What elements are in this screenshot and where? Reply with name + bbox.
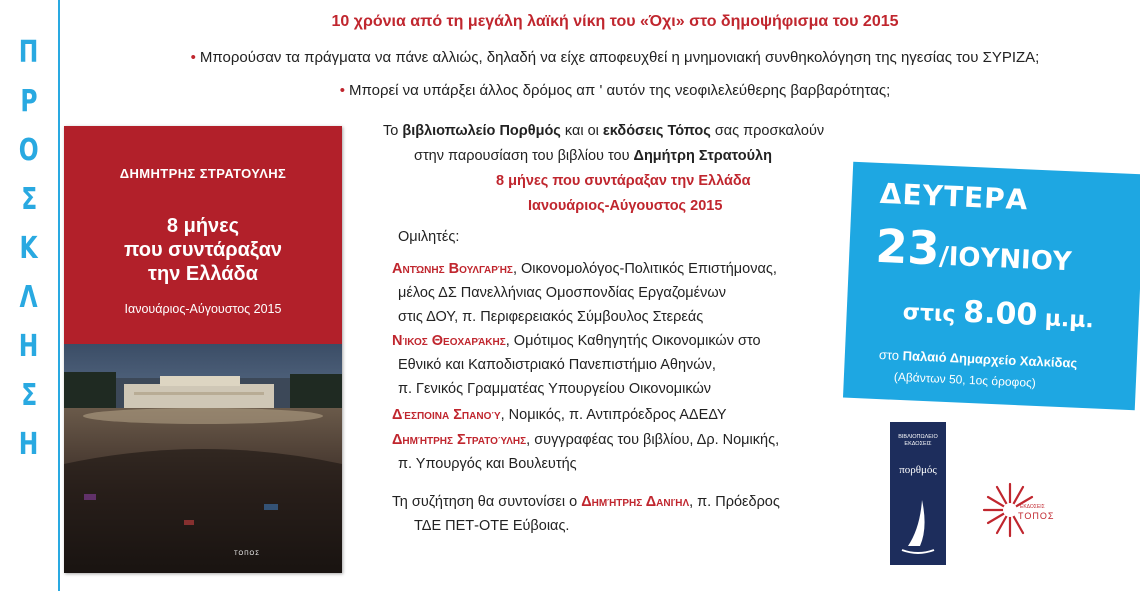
text: Το (383, 123, 403, 139)
text: ΒΙΒΛΙΟΠΩΛΕΙΟ (898, 434, 938, 440)
invitation-line-2 (414, 148, 772, 164)
question-text: Μπορεί να υπάρξει άλλος δρόμος απ ' αυτόν της νεοφιλελεύθερης βαρβαρότητας; (348, 82, 891, 99)
left-vertical-band (0, 0, 60, 591)
text: στις (902, 300, 964, 328)
speaker-4 (392, 432, 779, 448)
book-publisher-mark: ΤΟΠΟΣ (234, 551, 260, 557)
speaker-1 (392, 261, 777, 277)
speaker-name: Αντώνης Βουλγαρής (392, 261, 513, 277)
text: και οι (560, 123, 603, 139)
vertical-letter: Σ (21, 378, 37, 413)
event-time-value: 8.00 (962, 294, 1039, 333)
sail-icon (898, 498, 938, 558)
speaker-1-line-2: μέλος ΔΣ Πανελλήνιας Ομοσπονδίας Εργαζομένων (398, 285, 726, 301)
text: Τη συζήτηση θα συντονίσει ο (392, 494, 582, 510)
book-period-text: Ιανουάριος-Αύγουστος 2015 (528, 198, 723, 214)
book-cover (64, 126, 342, 573)
text: , π. Πρόεδρος (689, 494, 780, 510)
moderator-name: Δημήτρης Δανιήλ (581, 494, 690, 510)
porthmos-logo-name: πορθμός (899, 464, 937, 476)
event-time (902, 292, 1095, 335)
bullet-icon: • (190, 49, 196, 66)
text: ΕΚΔΟΣΕΙΣ (904, 441, 932, 447)
author-name: Δημήτρη Στρατούλη (633, 148, 772, 164)
text: μ.μ. (1036, 305, 1095, 334)
vertical-letter: Ρ (20, 84, 38, 119)
crowd-photo (64, 344, 342, 573)
book-title-line: 8 μήνες (166, 215, 240, 237)
vertical-letter: Η (19, 329, 39, 364)
speaker-4-line-2: π. Υπουργός και Βουλευτής (398, 456, 577, 472)
speaker-2-line-3: π. Γενικός Γραμματέας Υπουργείου Οικονομικών (398, 381, 712, 397)
speaker-role: , Οικονομολόγος-Πολιτικός Επιστήμονας, (512, 261, 777, 277)
vertical-letter: Λ (19, 280, 39, 315)
bookstore-name: βιβλιοπωλείο Πορθμός (402, 123, 561, 139)
venue-name: Παλαιό Δημαρχείο Χαλκίδας (902, 348, 1078, 371)
event-place (879, 347, 1078, 371)
moderator-line-1 (392, 494, 780, 510)
book-title-line: την Ελλάδα (148, 263, 258, 285)
event-date (874, 219, 1073, 282)
vertical-letter: Σ (21, 182, 37, 217)
header-title: 10 χρόνια από τη μεγάλη λαϊκή νίκη του «Όχι» στο δημοψήφισμα του 2015 (331, 13, 899, 30)
vertical-title (0, 28, 58, 469)
header-question-1 (150, 49, 1080, 66)
event-date-number: 23 (874, 218, 941, 276)
text: στο (878, 347, 904, 364)
book-title-text: 8 μήνες που συντάραξαν την Ελλάδα (496, 173, 751, 189)
publisher-name: εκδόσεις Τόπος (602, 123, 711, 139)
vertical-letter: Η (19, 427, 39, 462)
topos-logo (980, 480, 1076, 540)
speaker-name: Δέσποινα Σπανού (392, 407, 501, 423)
speaker-name: Δημήτρης Στρατούλης (392, 432, 527, 448)
question-text: Μπορούσαν τα πράγματα να πάνε αλλιώς, δηλαδή να είχε αποφευχθεί η μνημονιακή συνθηκολόγηση της ηγεσίας του ΣΥΡΙΖΑ; (199, 49, 1040, 66)
text: σας προσκαλούν (710, 123, 825, 139)
speaker-role: , Ομότιμος Καθηγητής Οικονομικών στο (505, 333, 761, 349)
topos-logo-name: ΤΟΠΟΣ (1018, 511, 1055, 521)
topos-logo-caption: ΕΚΔΟΣΕΙΣ (1020, 504, 1045, 510)
book-author: ΔΗΜΗΤΡΗΣ ΣΤΡΑΤΟΥΛΗΣ (119, 166, 287, 181)
speaker-name: Νίκος Θεοχαράκης (392, 333, 506, 349)
porthmos-logo-caption (890, 434, 946, 448)
speaker-1-line-3: στις ΔΟΥ, π. Περιφερειακός Σύμβουλος Στερεάς (398, 309, 704, 325)
event-address: (Αβάντων 50, 1ος όροφος) (893, 369, 1037, 390)
speaker-2 (392, 333, 761, 349)
event-date-box (843, 162, 1140, 411)
bullet-icon: • (339, 82, 345, 99)
porthmos-logo (890, 422, 946, 565)
sunburst-icon (980, 480, 1076, 540)
moderator-line-2: ΤΔΕ ΠΕΤ-ΟΤΕ Εύβοιας. (414, 518, 570, 534)
vertical-letter: Ο (19, 133, 39, 168)
book-title-line: που συντάραξαν (123, 239, 283, 261)
book-subtitle: Ιανουάριος-Αύγουστος 2015 (124, 302, 282, 316)
header-question-2 (150, 82, 1080, 99)
speaker-role: , συγγραφέας του βιβλίου, Δρ. Νομικής, (526, 432, 780, 448)
speaker-2-line-2: Εθνικό και Καποδιστριακό Πανεπιστήμιο Αθηνών, (398, 357, 716, 373)
event-day: ΔΕΥΤΕΡΑ (879, 176, 1030, 217)
book-title (64, 214, 342, 286)
speaker-role: , Νομικός, π. Αντιπρόεδρος ΑΔΕΔΥ (500, 407, 727, 423)
speaker-3 (392, 407, 727, 423)
text: στην παρουσίαση του βιβλίου του (414, 148, 634, 164)
event-month: /ΙΟΥΝΙΟΥ (938, 241, 1073, 278)
speakers-label: Ομιλητές: (398, 229, 460, 245)
vertical-letter: Κ (19, 231, 39, 266)
vertical-letter: Π (19, 35, 39, 70)
invitation-line-1 (383, 123, 824, 139)
